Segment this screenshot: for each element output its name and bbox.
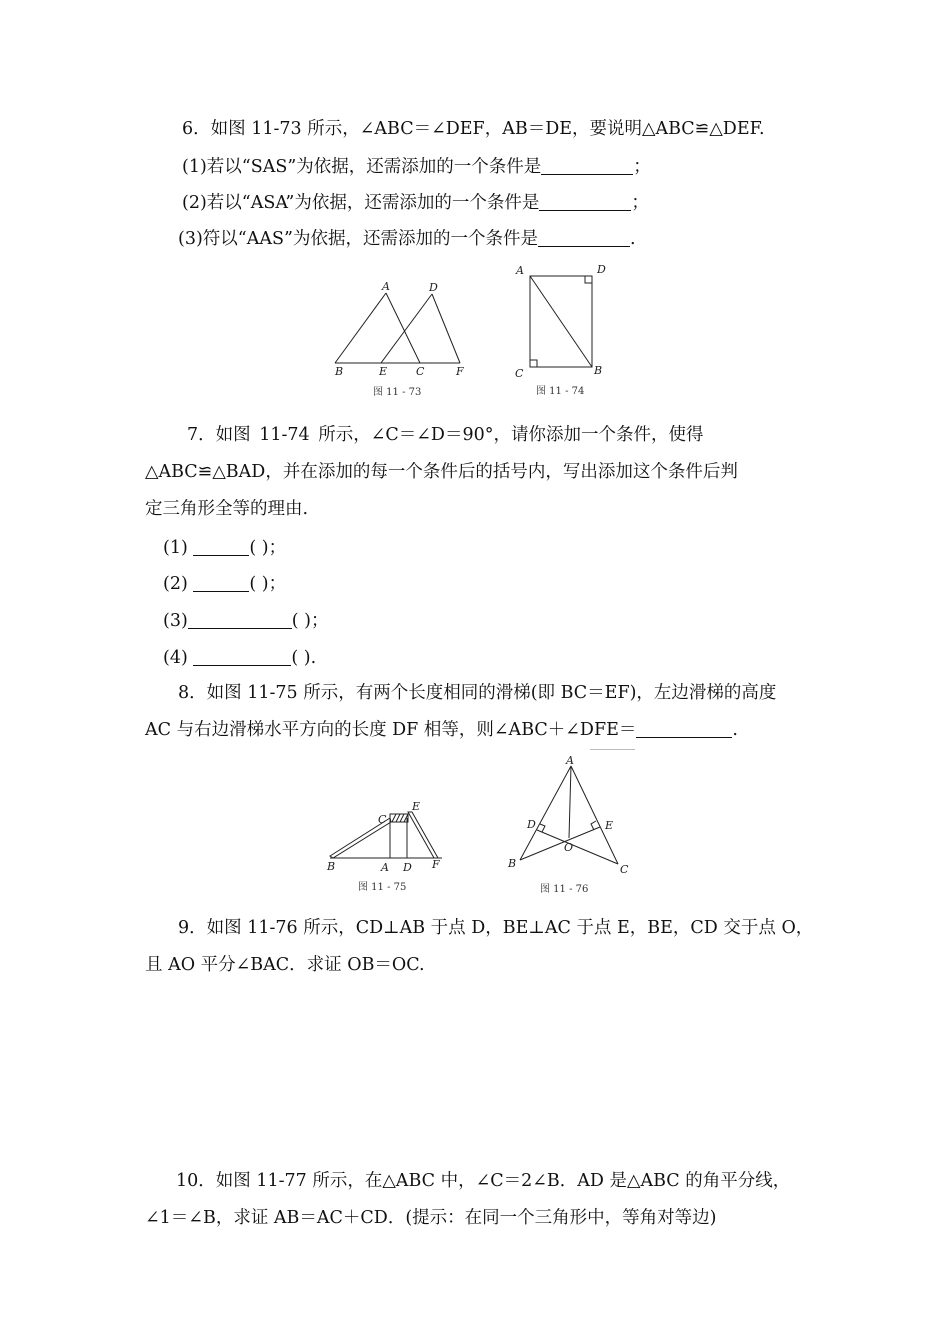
q7-item1-num: (1) (163, 538, 188, 558)
fig76-label-o: O (564, 841, 574, 854)
q7-item2 (163, 572, 286, 596)
fig76-line-cd (537, 830, 618, 864)
fig73-label-f: F (456, 365, 464, 378)
q7-item2-paren: ( )； (249, 574, 287, 594)
fig74-diagonal-ab (530, 276, 592, 367)
q9-stem-line2: 且 AO 平分∠BAC．求证 OB＝OC. (145, 955, 425, 975)
fig73-caption: 图 11 - 73 (373, 387, 422, 398)
fig76-label-a: A (566, 754, 574, 767)
q6-part3-end: . (629, 229, 636, 249)
q8-stem-line2-text: AC 与右边滑梯水平方向的长度 DF 相等，则∠ABC＋∠DFE＝ (145, 720, 637, 740)
fig76-label-d: D (527, 818, 536, 831)
q7-item1 (163, 536, 286, 560)
q6-blank2[interactable] (539, 192, 631, 211)
q6-stem: 6．如图 11-73 所示，∠ABC＝∠DEF，AB＝DE，要说明△ABC≌△DEF. (182, 119, 765, 139)
fig73-label-b: B (335, 365, 344, 378)
fig74-right-angle-d (585, 276, 592, 283)
q6-blank1[interactable] (541, 156, 633, 175)
fig75-label-c: C (378, 813, 387, 826)
fig76-right-angle-d (540, 824, 545, 832)
fig73-line-ac (386, 293, 420, 363)
q7-blank4[interactable] (193, 647, 291, 666)
q6-part1 (182, 155, 651, 179)
fig73-line-ed (381, 294, 432, 363)
q9-stem-line1: 9．如图 11-76 所示，CD⊥AB 于点 D，BE⊥AC 于点 E，BE，CD 交于点 O， (178, 918, 814, 938)
figure-11-74 (510, 262, 620, 402)
q6-blank3[interactable] (538, 228, 630, 247)
q6-part1-text: (1)若以“SAS”为依据，还需添加的一个条件是 (182, 157, 542, 177)
q6-part3-text: (3)符以“AAS”为依据，还需添加的一个条件是 (178, 229, 538, 249)
fig75-label-e: E (412, 800, 421, 813)
q7-item2-num: (2) (163, 574, 188, 594)
q8-blank[interactable] (636, 719, 732, 738)
q7-blank3[interactable] (188, 610, 292, 629)
q10-stem-line2: ∠1＝∠B，求证 AB＝AC＋CD．(提示：在同一个三角形中，等角对等边) (145, 1208, 717, 1228)
q6-part1-end: ； (633, 157, 651, 177)
fig75-label-d: D (403, 861, 412, 874)
q8-stem-line1: 8．如图 11-75 所示，有两个长度相同的滑梯(即 BC＝EF)，左边滑梯的高度 (178, 683, 777, 703)
fig74-label-c: C (515, 367, 524, 380)
fig75-caption: 图 11 - 75 (358, 882, 407, 893)
fig76-label-e: E (605, 819, 614, 832)
q7-blank1[interactable] (193, 537, 249, 556)
q6-part2-end: ； (631, 193, 649, 213)
fig73-label-d: D (429, 281, 438, 294)
fig76-line-ac (571, 766, 618, 864)
fig73-line-df (432, 294, 460, 363)
q7-item3 (163, 609, 329, 633)
q6-part3 (178, 227, 636, 251)
figure-11-75 (320, 798, 455, 896)
q7-blank2[interactable] (193, 573, 249, 592)
fig76-caption: 图 11 - 76 (540, 884, 589, 895)
fig74-label-d: D (597, 263, 606, 276)
q7-stem-line3: 定三角形全等的理由. (145, 499, 309, 519)
q8-end: . (732, 720, 738, 740)
fig74-label-b: B (594, 364, 603, 377)
q7-item3-paren: ( )； (291, 611, 329, 631)
stray-mark-line (590, 749, 635, 750)
fig75-label-b: B (327, 860, 336, 873)
fig75-hatch3 (400, 814, 404, 822)
fig75-hatch1 (392, 814, 396, 822)
fig73-label-e: E (379, 365, 388, 378)
fig76-label-c: C (620, 863, 629, 876)
q6-part2-text: (2)若以“ASA”为依据，还需添加的一个条件是 (182, 193, 540, 213)
fig74-label-a: A (516, 264, 524, 277)
q6-part2 (182, 191, 649, 215)
fig75-label-a: A (381, 861, 389, 874)
figure-11-73 (325, 278, 475, 400)
fig75-right-slide (408, 812, 438, 858)
q7-item4-num: (4) (163, 648, 188, 668)
q7-item4-paren: ( ). (291, 648, 317, 668)
q7-item3-num: (3) (163, 611, 188, 631)
q10-stem-line1: 10．如图 11-77 所示，在△ABC 中，∠C＝2∠B．AD 是△ABC 的角平分线， (176, 1171, 791, 1191)
q8-stem-line2 (145, 718, 738, 742)
fig76-line-be (520, 827, 600, 860)
q7-item1-paren: ( )； (249, 538, 287, 558)
figure-11-76 (500, 752, 640, 898)
fig74-right-angle-c (530, 360, 537, 367)
fig75-label-f: F (432, 858, 440, 871)
q7-stem-line1: 7．如图 11-74 所示，∠C＝∠D＝90°，请你添加一个条件，使得 (187, 425, 704, 445)
q7-stem-line2: △ABC≌△BAD，并在添加的每一个条件后的括号内，写出添加这个条件后判 (145, 462, 738, 482)
fig73-line-ba (335, 293, 386, 363)
q7-item4 (163, 646, 316, 670)
fig73-label-a: A (382, 280, 390, 293)
fig73-label-c: C (416, 365, 425, 378)
fig75-hatch2 (396, 814, 400, 822)
fig76-line-ao (569, 766, 571, 838)
fig74-caption: 图 11 - 74 (536, 386, 585, 397)
fig76-label-b: B (508, 857, 517, 870)
